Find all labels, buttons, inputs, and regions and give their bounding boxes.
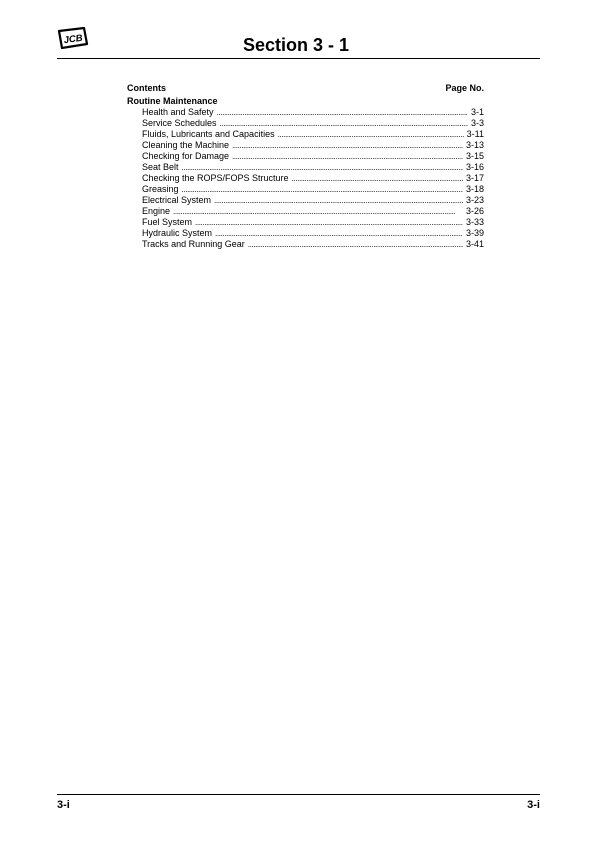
dot-leader: [215, 228, 463, 239]
toc-entry[interactable]: [127, 217, 484, 228]
toc-entry-title: Health and Safety: [142, 107, 214, 117]
contents-heading: Contents: [127, 83, 166, 93]
toc-entry-title: Cleaning the Machine: [142, 140, 230, 150]
toc-entry[interactable]: [127, 140, 484, 151]
toc-entry[interactable]: [127, 173, 484, 184]
toc-entry[interactable]: [127, 239, 484, 250]
toc-entry-page: 3-18: [465, 184, 484, 194]
toc-entry[interactable]: [127, 184, 484, 195]
toc-entry-page: 3-15: [465, 151, 484, 161]
section-title: Section 3 - 1: [243, 35, 350, 55]
toc-entry[interactable]: [127, 151, 484, 162]
toc-entry-page: 3-26: [465, 206, 484, 216]
toc-entry-page: 3-33: [465, 217, 484, 227]
toc-entry-title: Checking for Damage: [142, 151, 230, 161]
dot-leader: [173, 206, 463, 217]
dot-leader: [214, 195, 463, 206]
toc-entry-page: 3-13: [465, 140, 484, 150]
dot-leader: [248, 239, 463, 250]
footer-rule: [57, 794, 540, 795]
toc-entry-title: Greasing: [142, 184, 179, 194]
toc-entry[interactable]: [127, 162, 484, 173]
toc-section-title: Routine Maintenance: [127, 96, 218, 106]
toc-entry-title: Hydraulic System: [142, 228, 213, 238]
toc-entry[interactable]: [127, 195, 484, 206]
dot-leader: [292, 173, 463, 184]
toc-entry-page: 3-11: [466, 129, 484, 139]
toc-entry-title: Engine: [142, 206, 171, 216]
toc-entry-title: Checking the ROPS/FOPS Structure: [142, 173, 289, 183]
jcb-logo: [57, 27, 89, 49]
page-number-left: 3-i: [57, 799, 70, 811]
toc-entry-page: 3-39: [465, 228, 484, 238]
toc-entry[interactable]: [127, 107, 484, 118]
dot-leader: [182, 162, 463, 173]
toc-entry-page: 3-23: [465, 195, 484, 205]
toc-header: [127, 83, 484, 94]
toc-entry-page: 3-17: [465, 173, 484, 183]
toc-entry-title: Fuel System: [142, 217, 193, 227]
dot-leader: [195, 217, 463, 228]
dot-leader: [182, 184, 463, 195]
dot-leader: [217, 107, 468, 118]
toc-entry-title: Tracks and Running Gear: [142, 239, 245, 249]
page-no-heading: Page No.: [445, 83, 484, 93]
header-rule: [57, 58, 540, 59]
table-of-contents: [127, 83, 484, 250]
svg-text:JCB: JCB: [63, 32, 84, 47]
dot-leader: [220, 118, 468, 129]
toc-entry-title: Fluids, Lubricants and Capacities: [142, 129, 275, 139]
toc-entry-title: Seat Belt: [142, 162, 179, 172]
toc-entry-page: 3-41: [465, 239, 484, 249]
toc-entry[interactable]: [127, 129, 484, 140]
page-number-right: 3-i: [527, 799, 540, 811]
toc-entry-page: 3-16: [465, 162, 484, 172]
toc-entry[interactable]: [127, 118, 484, 129]
dot-leader: [278, 129, 464, 140]
toc-entry-title: Service Schedules: [142, 118, 217, 128]
toc-entry-page: 3-3: [470, 118, 484, 128]
toc-entry[interactable]: [127, 206, 484, 217]
toc-entries: [127, 107, 484, 250]
toc-entry-page: 3-1: [470, 107, 484, 117]
dot-leader: [232, 151, 463, 162]
dot-leader: [232, 140, 463, 151]
toc-entry[interactable]: [127, 228, 484, 239]
toc-entry-title: Electrical System: [142, 195, 212, 205]
